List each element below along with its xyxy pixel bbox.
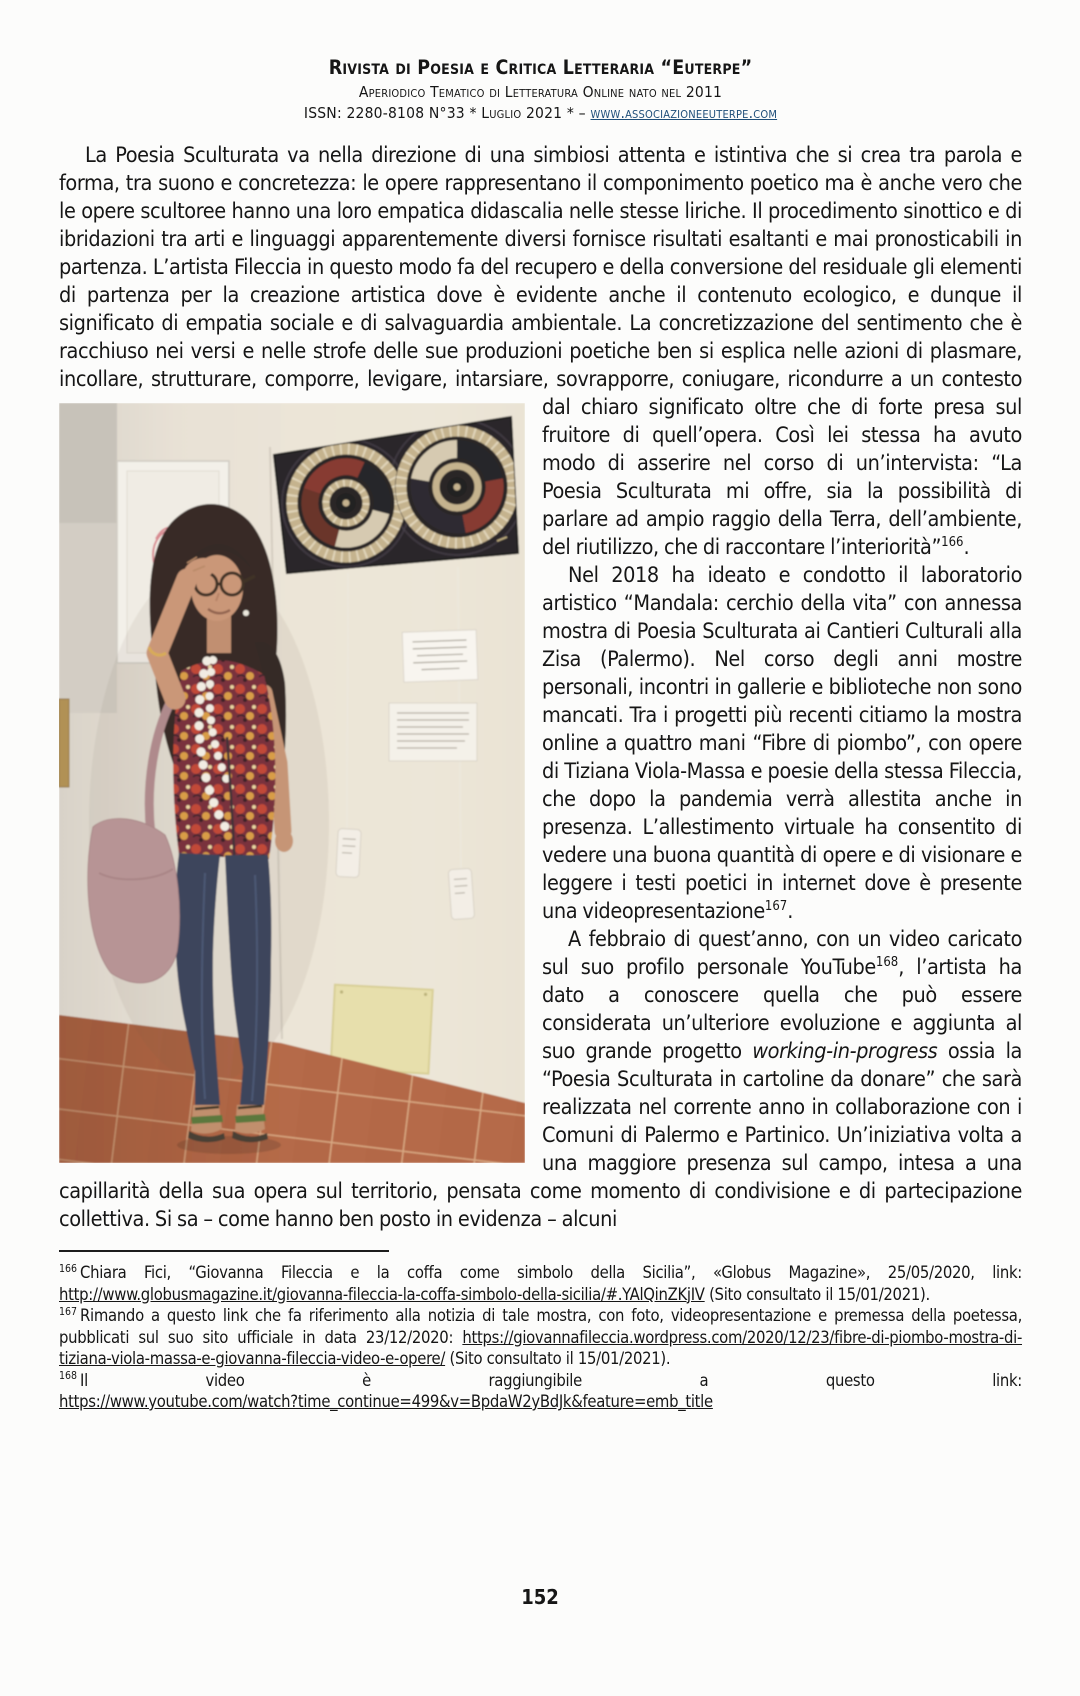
- footnote-separator: [59, 1250, 389, 1252]
- footnote-text: (Sito consultato il 15/01/2021).: [445, 1349, 671, 1368]
- paragraph-text: .: [787, 899, 793, 924]
- journal-subtitle: Aperiodico Tematico di Letteratura Online nato nel 2011: [358, 83, 723, 101]
- article-body: [59, 142, 1022, 1234]
- footnote-text: Rimando a questo link che fa riferimento alla notizia di tale mostra, con foto, videopresentazione e premessa della poetessa, pubblicati sul suo sito ufficiale in data 23/12/2020:: [59, 1306, 1022, 1347]
- footnote-reference[interactable]: 167: [764, 898, 788, 914]
- paragraph-text: Nel 2018 ha ideato e condotto il laboratorio artistico “Mandala: cerchio della vita” con annessa mostra di Poesia Sculturata ai Cantieri Culturali alla Zisa (Palermo). Nel corso degli anni mostre personali, incontri in gallerie e biblioteche non sono mancati. Tra i progetti più recenti citiamo la mostra online a quattro mani “Fibre di piombo”, con opere di Tiziana Viola-Massa e poesie della stessa Fileccia, che dopo la pandemia verrà allestita anche in presenza. L’allestimento virtuale ha consentito di vedere una buona quantità di opere e di visionare e leggere i testi poetici in internet dove è presente una videopresentazione: [542, 563, 1022, 924]
- footnote-167: [59, 1305, 1022, 1370]
- footnote-number: 167: [59, 1305, 78, 1318]
- journal-issue-line: [59, 104, 1022, 122]
- photo-artist-exhibition: [59, 403, 525, 1163]
- paragraph-text: .: [963, 535, 970, 560]
- footnote-justified-line: [59, 1370, 1022, 1392]
- issn-issue-text: ISSN: 2280-8108 N°33 * Luglio 2021 * –: [303, 104, 591, 122]
- footnote-reference[interactable]: 168: [875, 954, 899, 970]
- footnote-link[interactable]: http://www.globusmagazine.it/giovanna-fileccia-la-coffa-simbolo-della-sicilia/#.YAlQinZKjIV: [59, 1284, 705, 1304]
- photo-illustration: [59, 403, 525, 1163]
- footnote-166: [59, 1262, 1022, 1305]
- footnote-text: Il video è raggiungibile a questo link:: [80, 1370, 1022, 1390]
- footnote-link[interactable]: https://www.youtube.com/watch?time_continue=499&v=BpdaW2yBdJk&feature=emb_title: [59, 1392, 713, 1411]
- footnote-reference[interactable]: 166: [941, 534, 964, 550]
- footnote-text: Chiara Fici, “Giovanna Fileccia e la coffa come simbolo della Sicilia”, «Globus Magazine», 25/05/2020, link:: [80, 1263, 1022, 1282]
- journal-website-link[interactable]: www.associazioneeuterpe.com: [590, 104, 778, 122]
- footnote-168: [59, 1370, 1022, 1413]
- footnote-number: 168: [59, 1370, 78, 1382]
- paragraph-text: La Poesia Sculturata va nella direzione di una simbiosi attenta e istintiva che si crea tra parola e forma, tra suono e concretezza: le opere rappresentano il componimento poetico ma è anche vero che le opere scultoree hanno una loro empatica didascalia nelle stesse liriche. Il procedimento sinottico e di ibridazioni tra arti e linguaggi apparentemente diversi fornisce risultati esaltanti e mai pronosticabili in partenza. L’artista Fileccia in questo modo fa del recupero e della conversione del residuale gli elementi di partenza per la creazione artistica dove è evidente anche il contenuto ecologico, e dunque il significato di empatia sociale e di salvaguardia ambientale. La concretizzazione del sentimento che è racchiuso nei versi e nelle strofe delle sue produzioni poetiche ben si esplica nelle azioni di plasmare, incollare, strutturare, comporre, levigare, intarsiare, sovrapporre, coniugare, ricondurre a: [59, 143, 1022, 392]
- footnote-text: (Sito consultato il 15/01/2021).: [704, 1284, 930, 1304]
- paragraph-text: , l’artista ha dato a conoscere quella che può essere considerata un’ulteriore evoluzione e aggiunta al suo grande progetto: [542, 955, 1022, 1064]
- footnote-link[interactable]: https://giovannafileccia.wordpress.com/2020/12/23/fibre-di-piombo-mostra-di-tiziana-viola-massa-e-giovanna-fileccia-video-e-opere/: [59, 1327, 1022, 1368]
- paragraph-text: un contesto dal chiaro significato oltre che di forte presa sul fruitore di quell’opera. Così lei stessa ha avuto modo di asserire nel corso di un’intervista: “La Poesia Sculturata mi offre, sia la possibilità di parlare ad ampio raggio della Terra, dell’ambiente, del riutilizzo, che di raccontare l’interiorità”: [542, 367, 1022, 560]
- paragraph-1: [59, 142, 1022, 562]
- paragraph-text: A febbraio di quest’anno, con un video caricato sul suo profilo personale YouTube: [542, 927, 1022, 980]
- journal-header: [59, 56, 1022, 122]
- italic-phrase: working-in-progress: [752, 1039, 938, 1064]
- page-number: 152: [521, 1585, 559, 1609]
- journal-title: Rivista di Poesia e Critica Letteraria “Euterpe”: [328, 56, 753, 79]
- paragraph-text: ossia la “Poesia Sculturata in cartoline da donare” che sarà realizzata nel corrente anno in collaborazione con i Comuni di Palermo e Partinico. Un’iniziativa volta a una maggiore presenza sul campo, intesa a una capillarità della sua opera sul territorio, pensata come momento di condivisione e di partecipazione collettiva. Si sa – come hanno ben posto in evidenza – alcuni: [59, 1039, 1022, 1232]
- page-content: [59, 56, 1022, 1413]
- footnote-number: 166: [59, 1262, 78, 1275]
